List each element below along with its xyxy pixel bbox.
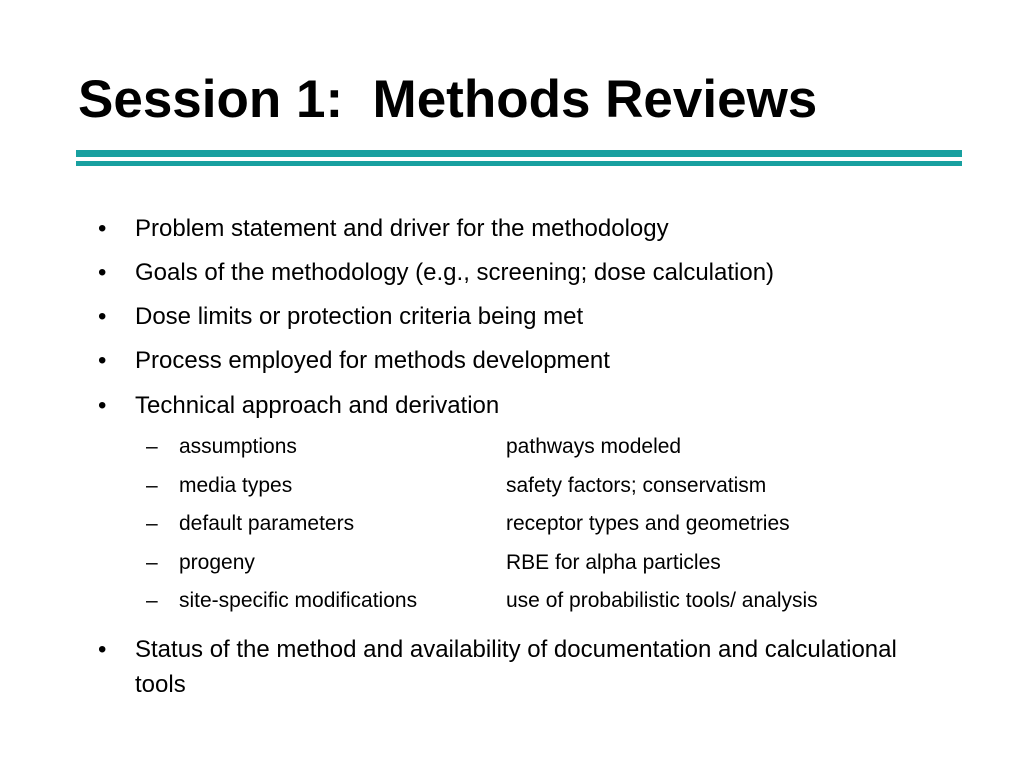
sub-item-right: safety factors; conservatism xyxy=(506,474,767,497)
sub-item-left: media types xyxy=(179,474,293,497)
sub-item-right: use of probabilistic tools/ analysis xyxy=(506,589,818,612)
sub-item-left: progeny xyxy=(179,551,255,574)
bullet-dot: • xyxy=(98,347,107,374)
bullet-text: Goals of the methodology (e.g., screening; dose calculation) xyxy=(135,259,775,286)
bullet-text: Problem statement and driver for the methodology xyxy=(135,215,669,242)
bullet-item-technical-approach xyxy=(98,388,908,423)
bullet-item-process xyxy=(98,343,908,378)
sub-dash: – xyxy=(146,589,158,612)
bullet-item-status xyxy=(98,632,908,702)
sub-item-left: site-specific modifications xyxy=(179,589,418,612)
sub-dash: – xyxy=(146,551,158,574)
sub-dash: – xyxy=(146,435,158,458)
bullet-dot: • xyxy=(98,259,107,286)
sub-dash: – xyxy=(146,474,158,497)
bullet-dot: • xyxy=(98,392,107,419)
bullet-item-dose-limits xyxy=(98,299,908,334)
bullet-text: Dose limits or protection criteria being met xyxy=(135,303,584,330)
bullet-text: Status of the method and availability of documentation and calculational tools xyxy=(135,636,897,698)
bullet-text: Technical approach and derivation xyxy=(135,392,500,419)
bullet-text: Process employed for methods development xyxy=(135,347,610,374)
bullet-dot: • xyxy=(98,303,107,330)
sub-item-right: pathways modeled xyxy=(506,435,682,458)
slide-title: Session 1: Methods Reviews xyxy=(78,70,818,129)
bullet-item-problem-statement xyxy=(98,211,908,246)
sub-item-right: receptor types and geometries xyxy=(506,512,790,535)
sub-item-left: assumptions xyxy=(179,435,297,458)
bullet-dot: • xyxy=(98,636,107,663)
bullet-item-goals xyxy=(98,255,908,290)
bullet-dot: • xyxy=(98,215,107,242)
sub-item-left: default parameters xyxy=(179,512,355,535)
sub-item-right: RBE for alpha particles xyxy=(506,551,721,574)
sub-dash: – xyxy=(146,512,158,535)
